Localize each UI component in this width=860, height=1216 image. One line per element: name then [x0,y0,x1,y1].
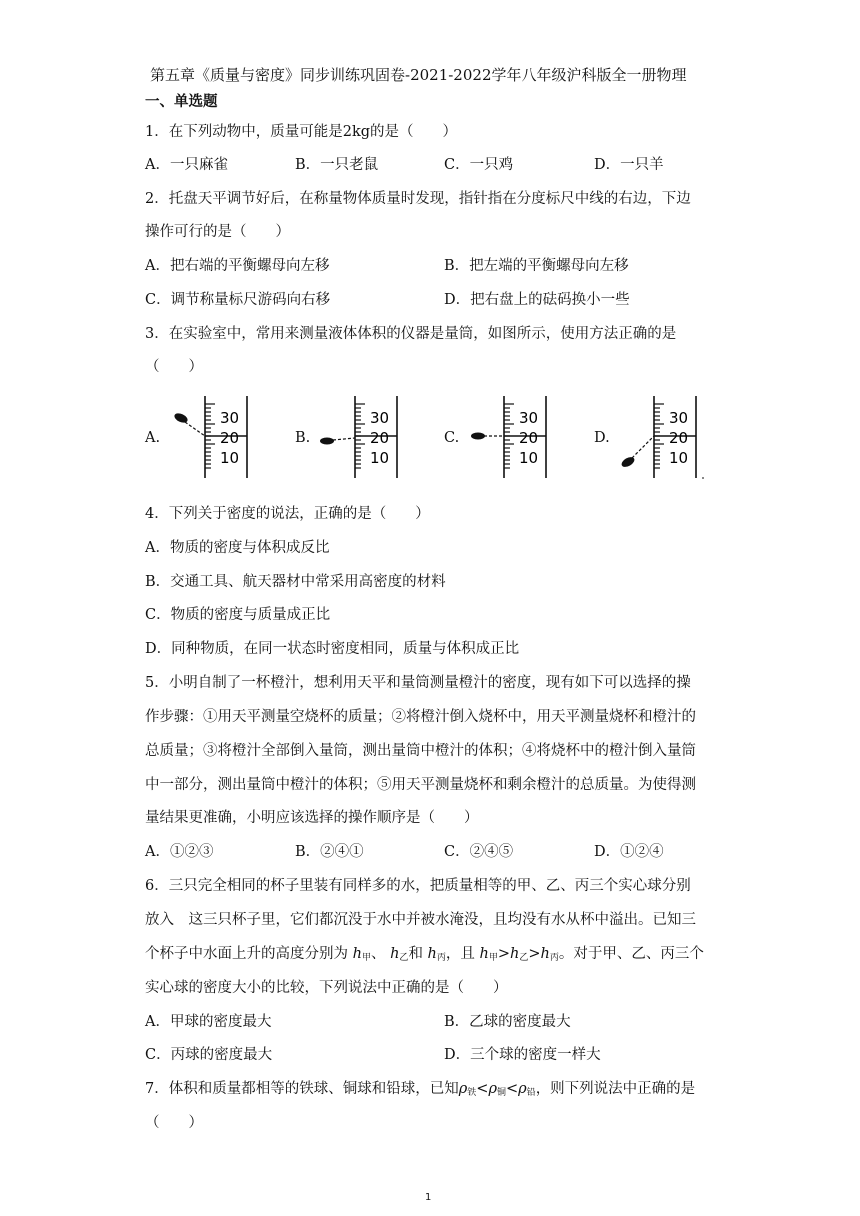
q3-stem-line1: 3．在实验室中，常用来测量液体体积的仪器是量筒，如图所示，使用方法正确的是 [145,326,677,342]
scale-20: 20 [519,429,539,447]
q4-option-c: C．物质的密度与质量成正比 [145,607,331,623]
scale-30: 30 [519,409,539,427]
document-title: 第五章《质量与密度》同步训练巩固卷-2021-2022学年八年级沪科版全一册物理 [150,66,687,84]
eye-icon [471,433,485,440]
scale-30: 30 [669,409,689,427]
scale-20: 20 [669,429,689,447]
q2-option-b: B．把左端的平衡螺母向左移 [444,258,629,274]
q3-figure-a-cylinder [165,392,275,482]
q6-stem-line4: 实心球的密度大小的比较，下列说法中正确的是（ ） [145,980,508,996]
q2-option-a: A．把右端的平衡螺母向左移 [145,258,330,274]
scale-10: 10 [519,449,539,467]
scale-20: 20 [220,429,240,447]
scale-10: 10 [669,449,689,467]
scale-30: 30 [220,409,240,427]
q3-figure-b-cylinder [315,392,425,482]
q4-option-b: B．交通工具、航天器材中常采用高密度的材料 [145,574,446,590]
q1-option-c: C．一只鸡 [444,157,514,173]
q5-stem-line1: 5．小明自制了一杯橙汁，想利用天平和量筒测量橙汁的密度，现有如下可以选择的操 [145,675,691,691]
scale-10: 10 [370,449,390,467]
q5-option-d: D．①②④ [594,844,664,860]
q4-stem: 4．下列关于密度的说法，正确的是（ ） [145,506,430,522]
q1-option-b: B．一只老鼠 [295,157,379,173]
q5-stem-line3: 总质量；③将橙汁全部倒入量筒，测出量筒中橙汁的体积；④将烧杯中的橙汁倒入量筒 [145,743,696,759]
q1-option-a: A．一只麻雀 [145,157,228,173]
q2-stem-line1: 2．托盘天平调节好后，在称量物体质量时发现，指针指在分度标尺中线的右边，下边 [145,191,691,207]
q5-stem-line4: 中一部分，测出量筒中橙汁的体积；⑤用天平测量烧杯和剩余橙汁的总质量。为使得测 [145,777,696,793]
q6-stem-line2: 放入 这三只杯子里，它们都沉没于水中并被水淹没，且均没有水从杯中溢出。已知三 [145,912,696,928]
q4-option-d: D．同种物质，在同一状态时密度相同，质量与体积成正比 [145,641,520,657]
eye-icon [320,438,334,445]
scale-20: 20 [370,429,390,447]
q6-option-b: B．乙球的密度最大 [444,1014,571,1030]
q3-figure-label-b: B. [295,430,311,446]
q3-figure-label-d: D. [594,430,610,446]
q5-option-b: B．②④① [295,844,364,860]
q2-option-d: D．把右盘上的砝码换小一些 [444,292,630,308]
q3-stem-line2: （ ） [145,359,203,375]
q5-stem-line5: 量结果更准确，小明应该选择的操作顺序是（ ） [145,810,479,826]
q7-stem-line2: （ ） [145,1115,203,1131]
q6-option-c: C．丙球的密度最大 [145,1047,273,1063]
q1-stem: 1．在下列动物中，质量可能是2kg的是（ ） [145,124,458,140]
q5-option-a: A．①②③ [145,844,214,860]
scale-10: 10 [220,449,240,467]
q6-stem-line1: 6．三只完全相同的杯子里装有同样多的水，把质量相等的甲、乙、丙三个实心球分别 [145,878,691,894]
q6-stem-line3: 个杯子中水面上升的高度分别为 $h_甲$、 $h_乙$和 $h_丙$，且 $h_甲>h_乙>h_丙$。对于甲、乙、丙三个 [145,946,704,963]
q3-figure-label-c: C. [444,430,460,446]
q3-figure-d-cylinder [614,392,724,482]
scale-30: 30 [370,409,390,427]
q3-figure-c-cylinder [464,392,574,482]
page-number: 1 [425,1192,432,1203]
q5-option-c: C．②④⑤ [444,844,514,860]
q2-option-c: C．调节称量标尺游码向右移 [145,292,331,308]
q2-stem-line2: 操作可行的是（ ） [145,224,290,240]
q7-stem-line1: 7．体积和质量都相等的铁球、铜球和铅球，已知$\rho_铁<\rho_铜<\rho_铅$，则下列说法中正确的是 [145,1081,696,1098]
q6-option-d: D．三个球的密度一样大 [444,1047,601,1063]
q5-stem-line2: 作步骤：①用天平测量空烧杯的质量；②将橙汁倒入烧杯中，用天平测量烧杯和橙汁的 [145,709,696,725]
section-heading: 一、单选题 [145,94,218,110]
q6-option-a: A．甲球的密度最大 [145,1014,272,1030]
q3-figure-label-a: A. [145,430,161,446]
q1-option-d: D．一只羊 [594,157,664,173]
q4-option-a: A．物质的密度与体积成反比 [145,540,330,556]
